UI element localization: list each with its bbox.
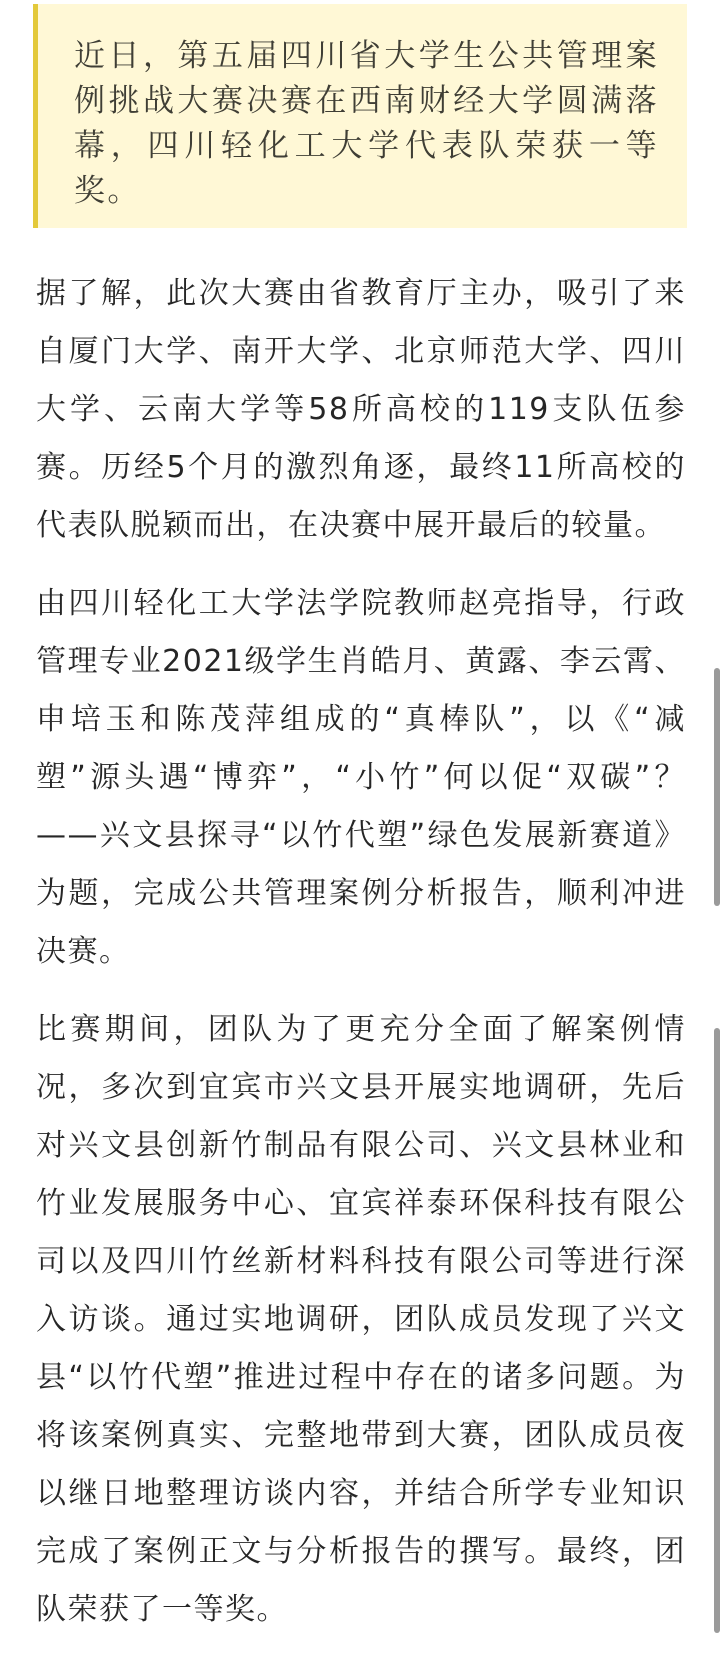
article-body bbox=[36, 265, 686, 1659]
scrollbar-thumb-secondary[interactable] bbox=[714, 1028, 720, 1633]
paragraph-field-research: 比赛期间，团队为了更充分全面了解案例情况，多次到宜宾市兴文县开展实地调研，先后对兴文县创新竹制品有限公司、兴文县林业和竹业发展服务中心、宜宾祥泰环保科技有限公司以及四川竹丝新材料科技有限公司等进行深入访谈。通过实地调研，团队成员发现了兴文县“以竹代塑”推进过程中存在的诸多问题。为将该案例真实、完整地带到大赛，团队成员夜以继日地整理访谈内容，并结合所学专业知识完成了案例正文与分析报告的撰写。最终，团队荣获了一等奖。 bbox=[36, 1012, 686, 1627]
scrollbar-thumb[interactable] bbox=[714, 668, 720, 906]
lead-quote-box bbox=[33, 4, 687, 228]
paragraph-contest-overview: 据了解，此次大赛由省教育厅主办，吸引了来自厦门大学、南开大学、北京师范大学、四川大学、云南大学等58所高校的119支队伍参赛。历经5个月的激烈角逐，最终11所高校的代表队脱颖而出，在决赛中展开最后的较量。 bbox=[36, 276, 686, 543]
lead-text: 近日，第五届四川省大学生公共管理案例挑战大赛决赛在西南财经大学圆满落幕，四川轻化工大学代表队荣获一等奖。 bbox=[74, 38, 659, 209]
paragraph-team-report: 由四川轻化工大学法学院教师赵亮指导，行政管理专业2021级学生肖皓月、黄露、李云霄、申培玉和陈茂萍组成的“真棒队”，以《“减塑”源头遇“博弈”，“小竹”何以促“双碳”？——兴文县探寻“以竹代塑”绿色发展新赛道》为题，完成公共管理案例分析报告，顺利冲进决赛。 bbox=[36, 586, 686, 969]
